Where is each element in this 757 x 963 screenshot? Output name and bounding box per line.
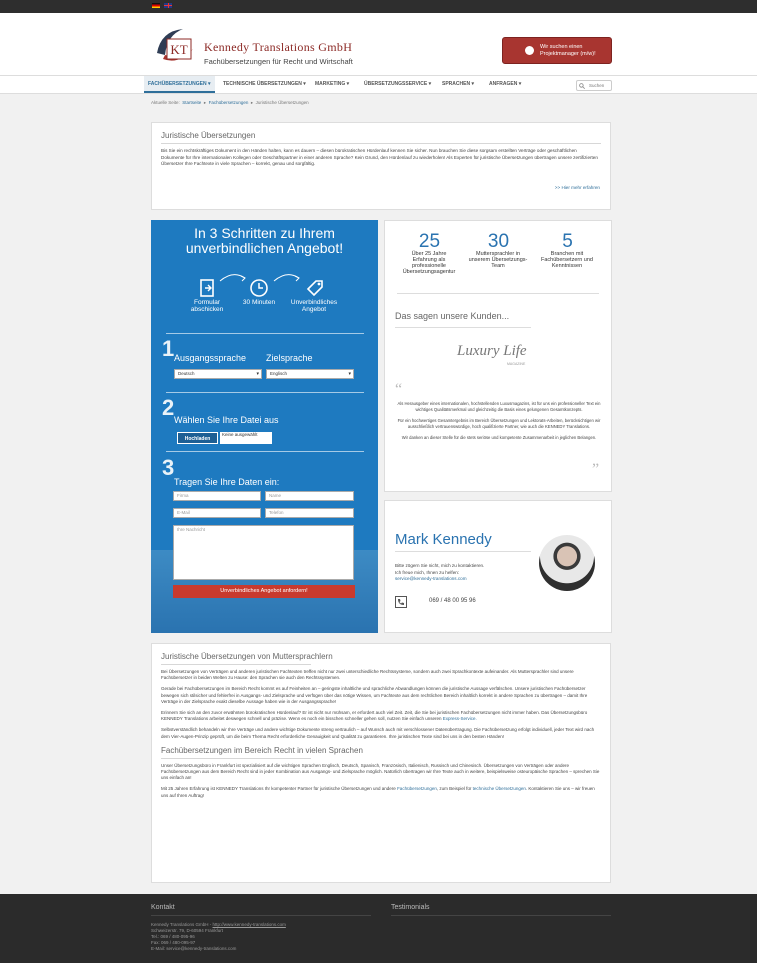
search-icon — [579, 83, 585, 89]
stat-branches-text: Branchen mit Fachübersetzern und Kenntnissen — [541, 251, 593, 269]
logo-sub: MAGAZINE — [507, 362, 526, 366]
search-placeholder: Suchen — [589, 83, 605, 88]
svg-text:KT: KT — [170, 42, 188, 57]
breadcrumb-fach[interactable]: Fachübersetzungen — [208, 100, 249, 105]
footer-testimonials-title: Testimonials — [391, 904, 430, 911]
testimonial-p3: Wir danken an dieser Stelle für die stets seriöse und kompetente Zusammenarbeit in jeglichen Belangen. — [401, 435, 597, 441]
caption-form: Formular abschicken — [190, 299, 224, 313]
testimonial-title: Das sagen unsere Kunden... — [395, 311, 510, 321]
job-offer-line1: Wir suchen einen — [540, 43, 583, 50]
breadcrumb: Aktuelle Seite: Startseite ▸ Fachübersetzungen ▸ Juristische Übersetzungen — [151, 100, 309, 105]
fachuebersetzungen-link[interactable]: Fachübersetzungen — [397, 786, 437, 792]
job-offer-button[interactable] — [502, 37, 612, 64]
breadcrumb-home[interactable]: Startseite — [182, 100, 202, 105]
contact-phone[interactable]: 069 / 48 00 95 96 — [429, 598, 476, 604]
breadcrumb-current: Juristische Übersetzungen — [255, 100, 309, 105]
email-field[interactable]: E-Mail — [173, 508, 261, 518]
express-service-link[interactable]: Express-Service. — [442, 716, 477, 722]
nav-item-marketing[interactable]: MARKETING ▾ — [315, 81, 350, 87]
avatar — [539, 535, 595, 591]
upload-status: Keine ausgewählt — [220, 432, 272, 444]
stat-native-text: Muttersprachler in unserem Übersetzungs-Team — [468, 251, 528, 269]
caption-time: 30 Minuten — [242, 299, 276, 306]
data-label: Tragen Sie Ihre Daten ein: — [174, 477, 280, 487]
article-p3: Erinnern Sie sich an den zuvor erwähnten bürokratischen Hürdenlauf? Er ist nicht nur mühsam, er erfordert auch viel Zeit. Zeit, die Sie bei juristischen Fachübersetzungen nicht immer haben. Das Übersetzungsbüro KENNEDY Translations arbeitet deswegen schnell und präzise. Wenn es noch ein bisschen schneller gehen soll, nutzen Sie einfach unseren — [161, 710, 588, 722]
quote-form-panel — [151, 220, 378, 633]
luxury-life-logo: Luxury Life — [457, 343, 527, 359]
footer — [0, 894, 757, 963]
phone-icon — [395, 596, 407, 608]
user-icon — [525, 46, 534, 55]
clock-icon — [249, 278, 269, 298]
file-label: Wählen Sie Ihre Datei aus — [174, 415, 279, 425]
more-link[interactable]: >> Hier mehr erfahren — [554, 184, 600, 190]
arrow-icon — [273, 272, 301, 282]
footer-website-link[interactable]: http://www.kennedy-translations.com — [212, 922, 286, 927]
logo-icon[interactable] — [153, 25, 197, 69]
target-language-select[interactable]: Englisch ▾ — [266, 369, 354, 379]
caption-offer: Unverbindliches Angebot — [290, 299, 338, 313]
arrow-icon — [219, 272, 247, 282]
footer-contact-title: Kontakt — [151, 904, 175, 911]
footer-fax: Fax: 069 / 480-095-97 — [151, 940, 196, 945]
nav-item-sprachen[interactable]: SPRACHEN ▾ — [442, 81, 474, 87]
article-subtitle: Fachübersetzungen im Bereich Recht in vielen Sprachen — [161, 745, 363, 755]
target-language-label: Zielsprache — [266, 353, 313, 363]
testimonial-p2: Für ein hochwertiges Gesamtergebnis im Bereich Übersetzungen und Lektorats-Arbeiten, berücksichtigen wir ausschließlich vertrauenswürdige, hoch qualifizierte Partner, wie auch die KENNEDY Translations. — [397, 418, 601, 429]
stat-years-number: 25 — [418, 231, 441, 252]
footer-tel: Tel.: 069 / 480-095-96 — [151, 934, 195, 939]
intro-box — [151, 122, 611, 210]
tag-icon — [305, 278, 325, 298]
stat-branches-number: 5 — [562, 231, 573, 252]
quote-open-icon: “ — [395, 381, 403, 398]
article-p1: Bei Übersetzungen von Verträgen und anderen juristischen Fachtexten treffen nicht nur zwei unterschiedliche Rechtssysteme, sondern auch zwei Sprachkontexte aufeinander. Als Muttersprachler sind unsere Fachübersetzer in beiden Welten zu Hause: den Sprachen sie auch den Rechtssystemen. — [161, 669, 574, 681]
name-field[interactable]: Name — [265, 491, 354, 501]
nav-item-service[interactable]: ÜBERSETZUNGSSERVICE ▾ — [364, 81, 432, 87]
main-nav — [0, 75, 757, 94]
uk-flag-icon[interactable] — [164, 3, 172, 8]
nav-item-fachuebersetzungen[interactable]: FACHÜBERSETZUNGEN ▾ — [144, 76, 215, 93]
header — [0, 13, 757, 75]
step-number-1: 1 — [162, 336, 175, 361]
stat-native-number: 30 — [487, 231, 510, 252]
article-p2: Gerade bei Fachübersetzungen im Bereich Recht kommt es auf Feinheiten an – geringste inhaltliche und sprachliche Abwandlungen können die juristische Aussage verfälschen. Unsere juristischen Fachübersetzer bewegen sich stilsicher und fehlerfrei in Ausgangs- und Zielsprache und verfügen über das nötige Wissen, um Fachtexte aus dem rechtlichen Bereich inhaltlich korrekt in andere Sprachen zu übertragen – damit Ihre Verträge in der Zielsprache exakt dieselbe Aussage haben wie in der Ausgangssprache! — [161, 686, 588, 704]
submit-quote-button[interactable]: Unverbindliches Angebot anfordern! — [173, 585, 355, 598]
testimonial-box — [384, 220, 612, 492]
contact-line1: Bitte zögern Sie nicht, mich zu kontaktieren. — [395, 563, 485, 568]
contact-line2: Ich freue mich, Ihnen zu helfen: — [395, 569, 460, 575]
article-box: Juristische Übersetzungen von Muttersprachlern Bei Übersetzungen von Verträgen und anderen juristischen Fachtexten treffen nicht nur zwei unterschiedliche Rechtssysteme, sondern auch zwei Sprachkontexte aufeinander. Als Muttersprachler sind unsere Fachübersetzer in beiden Welten zu Hause: den Sprachen sie auch den Rechtssystemen. Gerade bei Fachübersetzungen im Bereich Recht kommt es auf Feinheiten an – geringste inhaltliche und sprachliche Abwandlungen können die juristische Aussage verfälschen. Unsere juristischen Fachübersetzer bewegen sich stilsicher und fehlerfrei in Ausgangs- und Zielsprache und verfügen über das nötige Wissen, um Fachtexte aus dem rechtlichen Bereich inhaltlich korrekt in andere Sprachen zu übertragen – damit Ihre Verträge in der Zielsprache exakt dieselbe Aussage haben wie in der Ausgangssprache! Erinnern Sie sich an den zuvor erwähnten bürokratischen Hürdenlauf? Er ist nicht nur mühsam, er erfordert auch viel Zeit. Zeit, die Sie bei juristischen Fachübersetzungen nicht immer haben. Das Übersetzungsbüro KENNEDY Translations arbeitet deswegen schnell und präzise. Wenn es noch ein bisschen schneller gehen soll, nutzen Sie einfach unseren Express-Service. Selbstverständlich behandeln wir Ihre Verträge und andere wichtige Dokumente streng vertraulich – auf Wunsch auch mit verschlossener Datenübertragung. Die Fachübersetzung erfolgt individuell, jeder Text wird nach dem Vier-Augen-Prinzip geprüft, um die beim Thema Recht erforderliche Genauigkeit und Qualität zu garantieren. Ihre juristischen Texte sind bei uns in den besten Händen! Fachübersetzungen im Bereich Recht in vielen Sprachen Unser Übersetzungsbüro in Frankfurt ist spezialisiert auf die wichtigen Sprachen Englisch, Deutsch, Spanisch, Französisch, Italienisch, Russisch und Chinesisch. Übersetzungen von Verträgen oder andere Fachübersetzungen aus dem Bereich Recht sind in jeder Kombination aus Ausgangs- und Zielsprache möglich. Natürlich übertragen wir Ihre Texte auch in weitere, beispielsweise osteuropäische Sprachen – sprechen Sie uns einfach an! Mit 25 Jahren Erfahrung ist KENNEDY Translations Ihr kompetenter Partner für juristische Übersetzungen und andere Fachübersetzungen, zum Beispiel für technische Übersetzungen. Kontaktieren Sie uns – wir freuen uns auf Ihren Auftrag! — [151, 643, 611, 883]
phone-field[interactable]: Telefon — [265, 508, 354, 518]
german-flag-icon[interactable] — [152, 3, 160, 8]
nav-item-anfragen[interactable]: ANFRAGEN ▾ — [489, 81, 522, 87]
form-icon — [199, 278, 215, 298]
stat-years-text: Über 25 Jahre Erfahrung als professionelle Übersetzungsagentur — [402, 251, 456, 275]
article-p5: Unser Übersetzungsbüro in Frankfurt ist spezialisiert auf die wichtigen Sprachen Englisch, Deutsch, Spanisch, Französisch, Italienisch, Russisch und Chinesisch. Übersetzungen von Verträgen oder andere Fachübersetzungen aus dem Bereich Recht sind in jeder Kombination aus Ausgangs- und Zielsprache möglich. Natürlich übertragen wir Ihre Texte auch in weitere, beispielsweise osteuropäische Sprachen – sprechen Sie uns einfach an! — [161, 762, 600, 781]
footer-company: Kennedy Translations GmbH - — [151, 922, 212, 927]
source-language-label: Ausgangssprache — [174, 353, 247, 363]
technische-uebersetzungen-link[interactable]: technische Übersetzungen — [472, 786, 526, 792]
article-title: Juristische Übersetzungen von Muttersprachlern — [161, 652, 333, 661]
company-field[interactable]: Firma — [173, 491, 261, 501]
testimonial-p1: Als Herausgeber eines internationalen, hochstellenden Luxusmagazins, ist für uns ein professioneller Text ein wichtiges Qualitätsmerkmal und gleichzeitig die Basis eines gelungenen Gesamtkonzepts. — [397, 401, 601, 412]
contact-box — [384, 500, 612, 633]
article-p4: Selbstverständlich behandeln wir Ihre Verträge und andere wichtige Dokumente streng vertraulich – auf Wunsch auch mit verschlossener Datenübertragung. Die Fachübersetzung erfolgt individuell, jeder Text wird nach dem Vier-Augen-Prinzip geprüft, um die beim Thema Recht erforderliche Genauigkeit und Qualität zu garantieren. Ihre juristischen Texte sind bei uns in den besten Händen! — [161, 727, 595, 739]
contact-email-link[interactable]: service@kennedy-translations.com — [395, 576, 467, 581]
footer-email[interactable]: E-Mail: service@kennedy-translations.com — [151, 946, 237, 951]
step-number-3: 3 — [162, 455, 175, 480]
intro-title: Juristische Übersetzungen — [161, 131, 256, 140]
footer-street: Schweizerstr. 79, D-60594 Frankfurt — [151, 928, 224, 933]
intro-text: Bis Sie ein rechtskräftiges Dokument in den Händen halten, kann es dauern – diesen bürokratischen Hürdenlauf kennen Sie sicher. Nun brauchen Sie diese sorgsam erstellten Verträge oder geschäftlichen Dokumente für Ihre internationalen Kollegen oder Geschäftspartner in einer anderen Sprache? Kein Grund, den Hürdenlauf zu wiederholen! Als Experten für juristische Übersetzungen übertragen unsere zertifizierten Übersetzer Ihre Fachtexte in viele Sprachen – korrekt, genau und sorgfältig. — [161, 148, 598, 166]
top-bar — [0, 0, 757, 13]
upload-button[interactable]: Hochladen — [177, 432, 218, 444]
brand-name[interactable]: Kennedy Translations GmbH — [204, 40, 353, 54]
brand-tagline: Fachübersetzungen für Recht und Wirtschaft — [204, 57, 353, 66]
form-title: In 3 Schritten zu Ihrem unverbindlichen Angebot! — [185, 225, 344, 256]
contact-name: Mark Kennedy — [395, 531, 492, 548]
nav-item-technische[interactable]: TECHNISCHE ÜBERSETZUNGEN ▾ — [223, 81, 306, 87]
job-offer-line2: Projektmanager (m/w)! — [540, 50, 596, 57]
source-language-select[interactable]: Deutsch ▾ — [174, 369, 262, 379]
step-number-2: 2 — [162, 395, 175, 420]
message-field[interactable]: Ihre Nachricht — [173, 525, 354, 580]
quote-close-icon: ” — [592, 461, 600, 478]
